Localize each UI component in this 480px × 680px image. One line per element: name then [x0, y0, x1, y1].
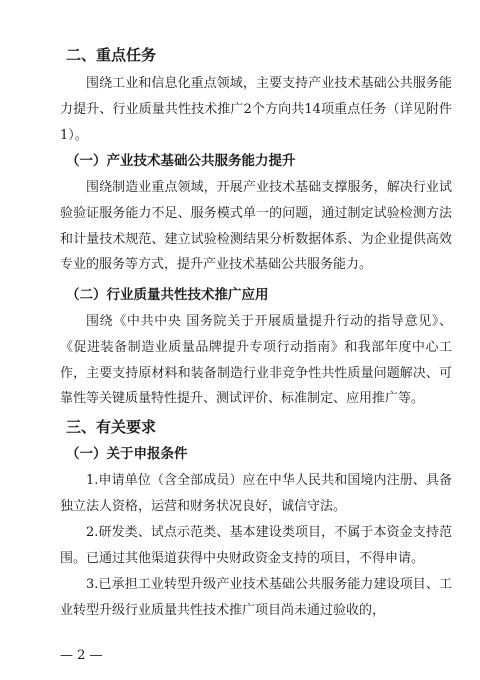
list-item-condition-2: 2.研发类、试点示范类、基本建设类项目，不属于本资金支持范围。已通过其他渠道获得中央财政资金支持的项目，不得申请。 — [60, 525, 452, 566]
page-number: — 2 — — [60, 648, 103, 663]
list-item-condition-1: 1.申请单位（含全部成员）应在中华人民共和国境内注册、具备独立法人资格，运营和财务状况良好，诚信守法。 — [60, 473, 452, 514]
paragraph-key-tasks-intro: 围绕工业和信息化重点领域，主要支持产业技术基础公共服务能力提升、行业质量共性技术推广2个方向共14项重点任务（详见附件1）。 — [60, 76, 452, 143]
paragraph-quality-technology-promotion: 围绕《中共中央 国务院关于开展质量提升行动的指导意见》、《促进装备制造业质量品牌提升专项行动指南》和我部年度中心工作，主要支持原材料和装备制造行业非竞争性共性质量问题解决、可靠性等关键质量特性提升、测试评价、标准制定、应用推广等。 — [60, 314, 452, 407]
list-item-condition-3: 3.已承担工业转型升级产业技术基础公共服务能力建设项目、工业转型升级行业质量共性技术推广项目尚未通过验收的， — [60, 577, 452, 618]
section-heading-key-tasks: 二、重点任务 — [66, 46, 157, 64]
subheading-application-conditions: （一）关于申报条件 — [66, 446, 188, 462]
subheading-public-service-capability: （一）产业技术基础公共服务能力提升 — [66, 153, 296, 169]
subheading-quality-technology-promotion: （二）行业质量共性技术推广应用 — [66, 287, 269, 303]
paragraph-public-service-capability: 围绕制造业重点领域，开展产业技术基础支撑服务，解决行业试验验证服务能力不足、服务模式单一的问题，通过制定试验检测方法和计量技术规范、建立试验检测结果分析数据体系、为企业提供高效专业的服务等方式，提升产业技术基础公共服务能力。 — [60, 180, 452, 273]
section-heading-requirements: 三、有关要求 — [66, 418, 157, 436]
